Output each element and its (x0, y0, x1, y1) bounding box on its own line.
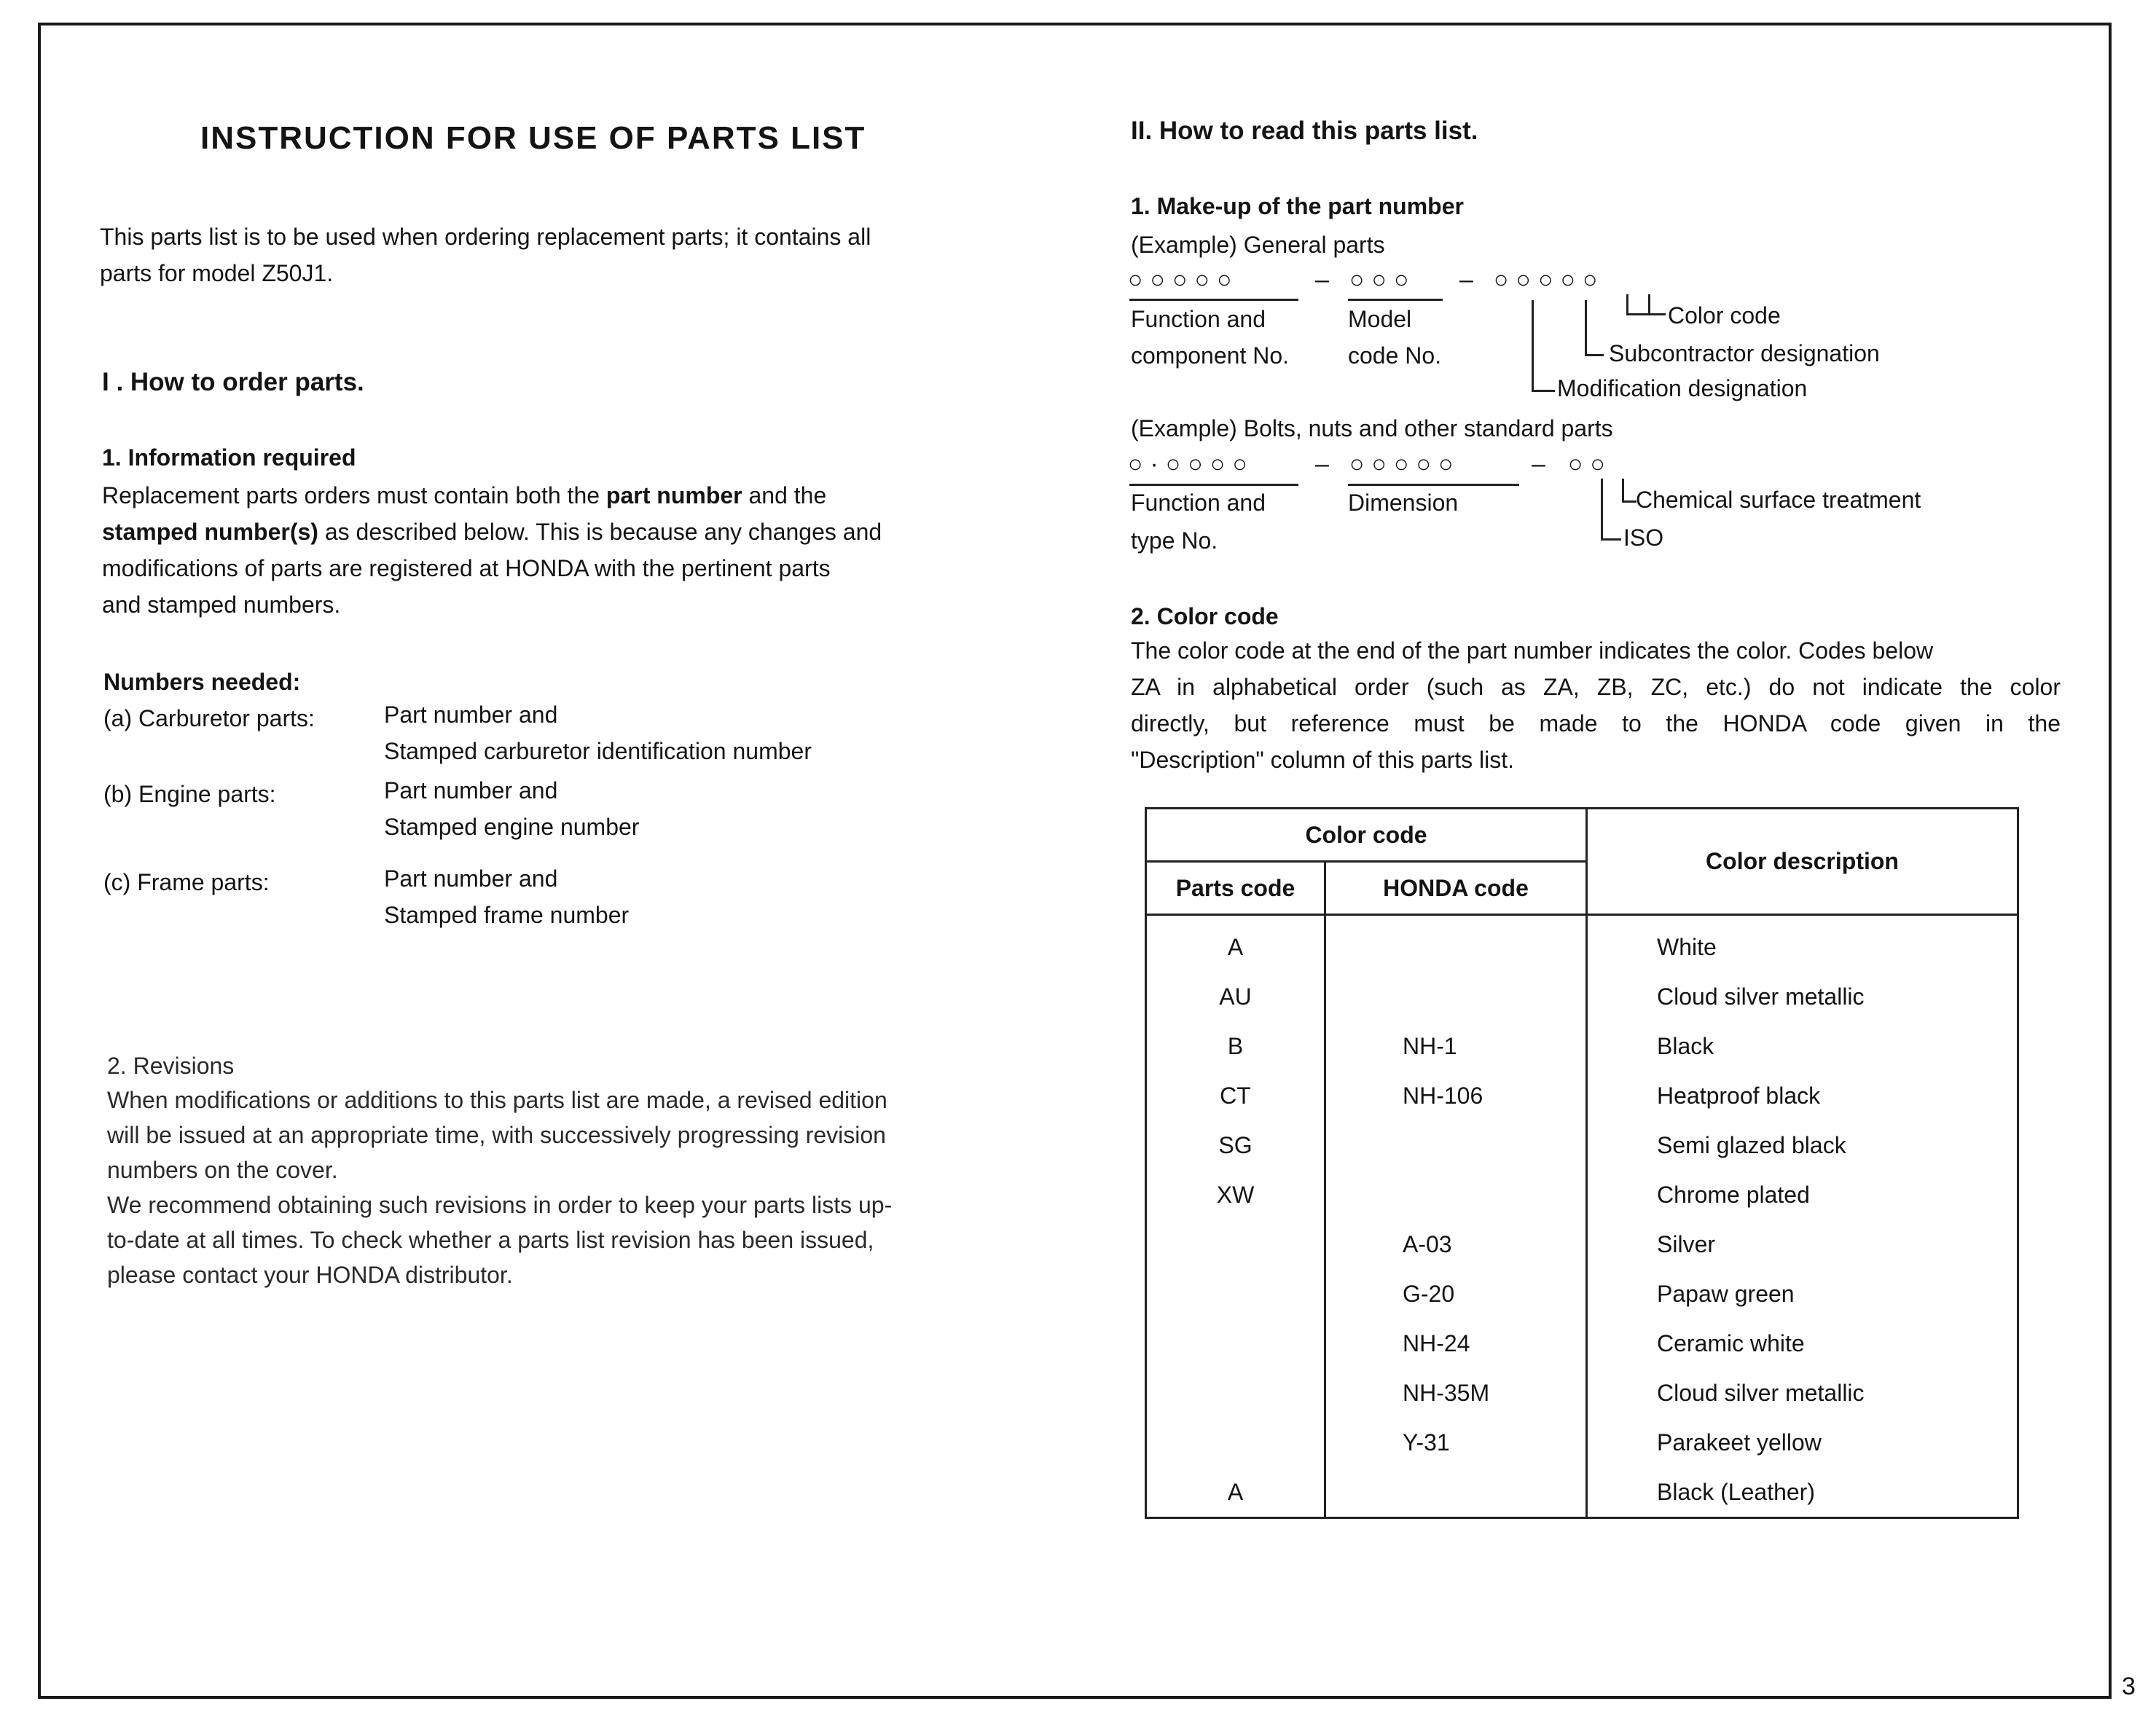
parts-code-cell (1146, 1319, 1325, 1368)
subcontractor-designation-label: Subcontractor designation (1609, 340, 1880, 366)
numbers-b-label: (b) Engine parts: (103, 781, 276, 807)
color-bracket-left (1626, 294, 1628, 315)
color-description-cell: Cloud silver metallic (1587, 1368, 2018, 1418)
info-paragraph-line-4: and stamped numbers. (102, 592, 341, 618)
color-code-label: Color code (1668, 302, 1781, 329)
info-paragraph-line-3: modifications of parts are registered at HONDA with the pertinent parts (102, 555, 831, 581)
table-row (1146, 1120, 2018, 1170)
example2-dimension-underline (1348, 484, 1519, 486)
example2-function-label-2: type No. (1131, 527, 1218, 554)
example1-function-underline (1129, 299, 1298, 301)
parts-code-cell: SG (1146, 1120, 1325, 1170)
parts-code-cell (1146, 1219, 1325, 1269)
page-title: INSTRUCTION FOR USE OF PARTS LIST (200, 120, 866, 156)
iso-bracket-line (1601, 479, 1603, 540)
table-row (1146, 1021, 2018, 1071)
color-code-line-1: The color code at the end of the part number indicates the color. Codes below (1131, 637, 1934, 664)
revisions-line-6: please contact your HONDA distributor. (107, 1262, 513, 1288)
revisions-line-5: to-date at all times. To check whether a parts list revision has been issued, (107, 1227, 874, 1253)
honda-code-cell: G-20 (1325, 1269, 1587, 1319)
color-description-cell: Black (1587, 1021, 2018, 1071)
example-general-parts: (Example) General parts (1131, 232, 1385, 258)
color-description-cell: Black (Leather) (1587, 1467, 2018, 1518)
numbers-b-line-2: Stamped engine number (384, 814, 640, 840)
table-row (1146, 1219, 2018, 1269)
color-description-cell: Papaw green (1587, 1269, 2018, 1319)
table-row (1146, 915, 2018, 973)
table-row (1146, 1269, 2018, 1319)
revisions-heading: 2. Revisions (107, 1053, 235, 1079)
example2-suffix-digits: ○○ (1568, 450, 1613, 478)
honda-code-cell: A-03 (1325, 1219, 1587, 1269)
honda-code-cell (1325, 1120, 1587, 1170)
iso-bracket-tick (1601, 538, 1621, 541)
color-code-table (1145, 807, 2019, 1519)
chemical-surface-treatment-label: Chemical surface treatment (1636, 487, 1921, 513)
numbers-a-line-1: Part number and (384, 702, 558, 728)
example1-function-label-1: Function and (1131, 306, 1266, 332)
chemical-bracket-line (1622, 479, 1624, 502)
color-description-header: Color description (1587, 809, 2018, 915)
modification-designation-label: Modification designation (1557, 375, 1808, 401)
intro-line-2: parts for model Z50J1. (100, 260, 334, 286)
table-row (1146, 1319, 2018, 1368)
parts-code-header: Parts code (1146, 862, 1325, 915)
color-bracket-tick (1626, 313, 1666, 315)
example2-function-digits: ○·○○○○ (1128, 450, 1255, 478)
page-number: 3 (2122, 1673, 2136, 1700)
color-description-cell: Silver (1587, 1219, 2018, 1269)
color-code-line-4: "Description" column of this parts list. (1131, 747, 1515, 773)
numbers-b-line-1: Part number and (384, 777, 558, 804)
color-description-cell: Heatproof black (1587, 1071, 2018, 1120)
table-row (1146, 1368, 2018, 1418)
color-bracket-right (1648, 294, 1650, 315)
numbers-a-line-2: Stamped carburetor identification number (384, 738, 812, 764)
parts-code-cell: AU (1146, 972, 1325, 1021)
color-code-line-3: directly, but reference must be made to the HONDA code given in the (1131, 710, 2061, 737)
example-standard-parts: (Example) Bolts, nuts and other standard parts (1131, 415, 1613, 441)
section-1-heading: I . How to order parts. (102, 368, 364, 396)
revisions-line-1: When modifications or additions to this parts list are made, a revised edition (107, 1087, 887, 1113)
example2-dash-2: – (1532, 450, 1553, 478)
parts-code-cell (1146, 1418, 1325, 1467)
subcontractor-bracket-line (1585, 300, 1587, 356)
table-row (1146, 1071, 2018, 1120)
dimension-label: Dimension (1348, 490, 1459, 516)
color-code-heading: 2. Color code (1131, 603, 1279, 629)
info-paragraph-line-2: stamped number(s) as described below. This is because any changes and (102, 519, 882, 545)
example1-model-label-2: code No. (1348, 342, 1442, 369)
information-required-heading: 1. Information required (102, 444, 356, 471)
numbers-needed-heading: Numbers needed: (103, 669, 301, 695)
example2-function-underline (1129, 484, 1298, 486)
color-description-cell: White (1587, 915, 2018, 973)
iso-label: ISO (1623, 525, 1664, 551)
info-paragraph-line-1: Replacement parts orders must contain both the part number and the (102, 482, 827, 508)
color-code-line-2: ZA in alphabetical order (such as ZA, ZB, ZC, etc.) do not indicate the color (1131, 674, 2061, 700)
parts-code-cell: A (1146, 1467, 1325, 1518)
revisions-line-4: We recommend obtaining such revisions in order to keep your parts lists up- (107, 1192, 893, 1218)
color-description-cell: Ceramic white (1587, 1319, 2018, 1368)
parts-code-cell (1146, 1368, 1325, 1418)
honda-code-header: HONDA code (1325, 862, 1587, 915)
honda-code-cell (1325, 1467, 1587, 1518)
parts-code-cell: B (1146, 1021, 1325, 1071)
example2-dimension-digits: ○○○○○ (1349, 450, 1461, 478)
color-description-cell: Cloud silver metallic (1587, 972, 2018, 1021)
parts-code-cell (1146, 1269, 1325, 1319)
parts-code-cell: A (1146, 915, 1325, 973)
numbers-c-line-1: Part number and (384, 865, 558, 892)
color-description-cell: Parakeet yellow (1587, 1418, 2018, 1467)
modification-bracket-tick (1532, 390, 1555, 392)
example1-suffix-digits: ○○○○○ (1494, 266, 1605, 294)
honda-code-cell: NH-1 (1325, 1021, 1587, 1071)
honda-code-cell: NH-106 (1325, 1071, 1587, 1120)
honda-code-cell: NH-35M (1325, 1368, 1587, 1418)
example1-dash-1: – (1315, 266, 1336, 294)
example1-dash-2: – (1459, 266, 1481, 294)
subcontractor-bracket-tick (1585, 354, 1604, 356)
table-row (1146, 1170, 2018, 1219)
honda-code-cell: NH-24 (1325, 1319, 1587, 1368)
color-description-cell: Chrome plated (1587, 1170, 2018, 1219)
section-2-heading: II. How to read this parts list. (1131, 117, 1478, 145)
intro-line-1: This parts list is to be used when ordering replacement parts; it contains all (100, 224, 871, 250)
table-row (1146, 1418, 2018, 1467)
numbers-c-label: (c) Frame parts: (103, 869, 270, 895)
table-row (1146, 1467, 2018, 1518)
makeup-heading: 1. Make-up of the part number (1131, 193, 1464, 219)
parts-code-cell: XW (1146, 1170, 1325, 1219)
honda-code-cell: Y-31 (1325, 1418, 1587, 1467)
color-description-cell: Semi glazed black (1587, 1120, 2018, 1170)
table-row (1146, 972, 2018, 1021)
example1-model-underline (1348, 299, 1443, 301)
modification-bracket-line (1532, 300, 1534, 391)
example2-dash-1: – (1315, 450, 1336, 478)
example1-function-label-2: component No. (1131, 342, 1290, 369)
honda-code-cell (1325, 915, 1587, 973)
chemical-bracket-tick (1622, 500, 1636, 503)
example1-model-digits: ○○○ (1349, 266, 1416, 294)
numbers-a-label: (a) Carburetor parts: (103, 705, 315, 731)
color-code-group-header: Color code (1146, 809, 1587, 862)
parts-code-cell: CT (1146, 1071, 1325, 1120)
numbers-c-line-2: Stamped frame number (384, 902, 630, 928)
revisions-line-2: will be issued at an appropriate time, with successively progressing revision (107, 1122, 886, 1148)
honda-code-cell (1325, 1170, 1587, 1219)
example2-function-label-1: Function and (1131, 490, 1266, 516)
revisions-line-3: numbers on the cover. (107, 1157, 338, 1183)
example1-model-label-1: Model (1348, 306, 1412, 332)
example1-function-digits: ○○○○○ (1128, 266, 1239, 294)
honda-code-cell (1325, 972, 1587, 1021)
